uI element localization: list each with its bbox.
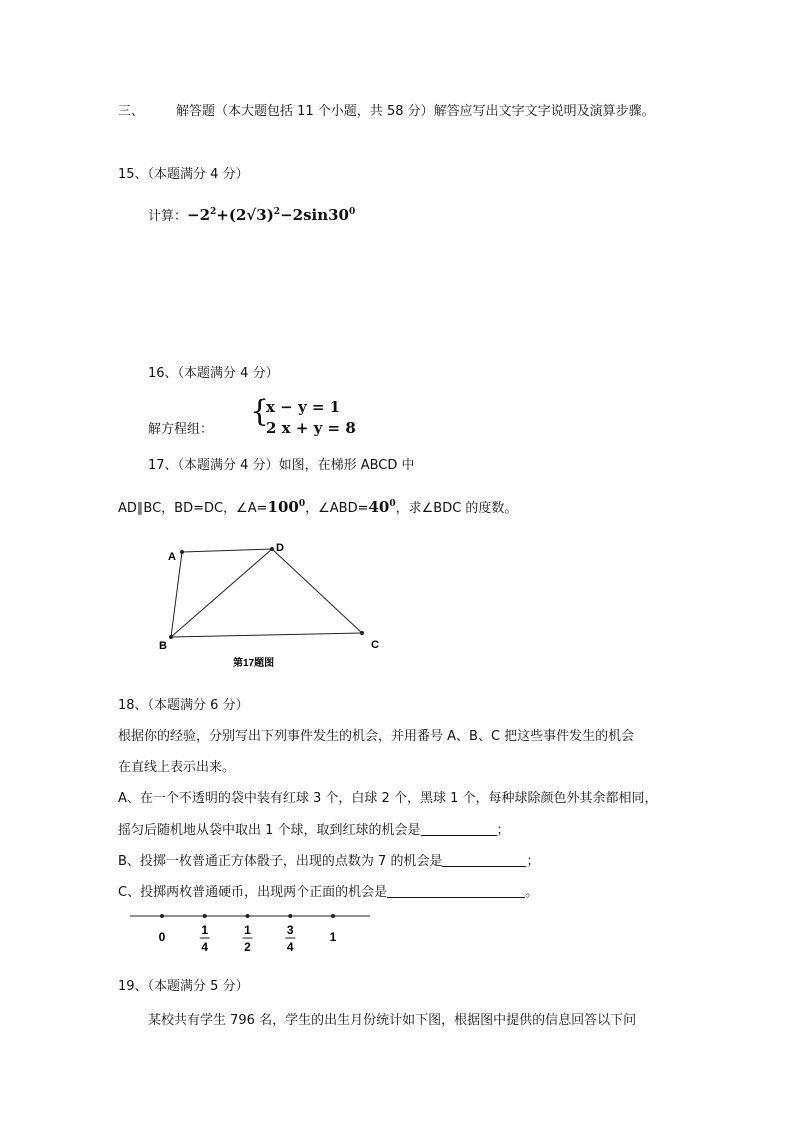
q15-prompt: 计算：: [148, 209, 188, 224]
tick-denominator: 4: [201, 940, 209, 954]
answer-blank-b[interactable]: [442, 853, 526, 867]
q15-expression: $-2^2+(2√3)^2-2\sin 30^0$: [187, 206, 356, 224]
q18-a-line-1: A、在一个不透明的袋中装有红球 3 个，白球 2 个，黑球 1 个，每种球除颜色外其余都相同，: [118, 791, 658, 806]
angle-a-value: $100^0$: [267, 498, 306, 516]
q17-conditions: AD∥BC，BD=DC，$\angle A=100^0$，$\angle ABD=40^0$，求∠BDC 的度数。: [118, 498, 518, 516]
label-b: B: [159, 640, 167, 652]
trapezoid-figure: [150, 530, 400, 675]
label-a: A: [168, 551, 176, 563]
q15-header: 15、（本题满分 4 分）: [118, 167, 249, 182]
system-brace: {: [250, 394, 270, 429]
side-ab: [171, 552, 182, 637]
tick-label: 1: [329, 930, 337, 944]
side-ad: [182, 549, 272, 552]
vertex-d: [270, 547, 274, 551]
q18-c-line: C、投掷两枚普通硬币，出现两个正面的机会是 。: [118, 885, 539, 900]
tick-denominator: 2: [244, 940, 251, 954]
number-line-tick: [246, 914, 250, 918]
q16-equation-1: x − y = 1: [266, 398, 341, 416]
tick-numerator: 1: [201, 923, 209, 937]
number-line-tick: [160, 914, 164, 918]
tick-denominator: 4: [286, 940, 294, 954]
tick-numerator: 1: [244, 923, 251, 937]
q16-prompt: 解方程组：: [148, 422, 214, 437]
label-c: C: [371, 639, 379, 651]
q18-b-line: B、投掷一枚普通正方体骰子，出现的点数为 7 的机会是 ；: [118, 854, 540, 869]
number-line-tick: [203, 914, 207, 918]
section-title: 解答题（本大题包括 11 个小题，共 58 分）解答应写出文字文字说明及演算步骤。: [176, 104, 655, 119]
diagonal-bd: [171, 549, 272, 637]
q16-header: 16、（本题满分 4 分）: [148, 366, 279, 381]
figure-caption: 第17题图: [233, 658, 275, 669]
label-d: D: [276, 542, 284, 554]
number-line: [125, 906, 385, 966]
answer-blank-c[interactable]: [387, 884, 525, 898]
tick-label: 0: [158, 930, 166, 944]
tick-numerator: 3: [286, 923, 294, 937]
side-bc: [171, 633, 362, 637]
q16-equation-2: 2 x + y = 8: [266, 419, 356, 437]
vertex-b: [169, 635, 173, 639]
q18-intro-2: 在直线上表示出来。: [118, 760, 236, 775]
q19-text: 某校共有学生 796 名，学生的出生月份统计如下图，根据图中提供的信息回答以下问: [148, 1013, 637, 1028]
q18-a-line-2: 摇匀后随机地从袋中取出 1 个球，取到红球的机会是 ；: [118, 823, 510, 838]
angle-abd-value: $40^0$: [368, 498, 396, 516]
q18-header: 18、（本题满分 6 分）: [118, 698, 249, 713]
vertex-c: [360, 631, 364, 635]
q18-intro-1: 根据你的经验，分别写出下列事件发生的机会，并用番号 A、B、C 把这些事件发生的机会: [118, 729, 635, 744]
vertex-a: [180, 550, 184, 554]
number-line-tick: [288, 914, 292, 918]
answer-blank-a[interactable]: [421, 822, 497, 836]
q17-header: 17、（本题满分 4 分）如图，在梯形 ABCD 中: [148, 458, 415, 473]
section-number: 三、: [118, 104, 145, 119]
side-dc: [272, 549, 362, 633]
q19-header: 19、（本题满分 5 分）: [118, 979, 249, 994]
number-line-tick: [331, 914, 335, 918]
q15-body: [148, 203, 355, 226]
